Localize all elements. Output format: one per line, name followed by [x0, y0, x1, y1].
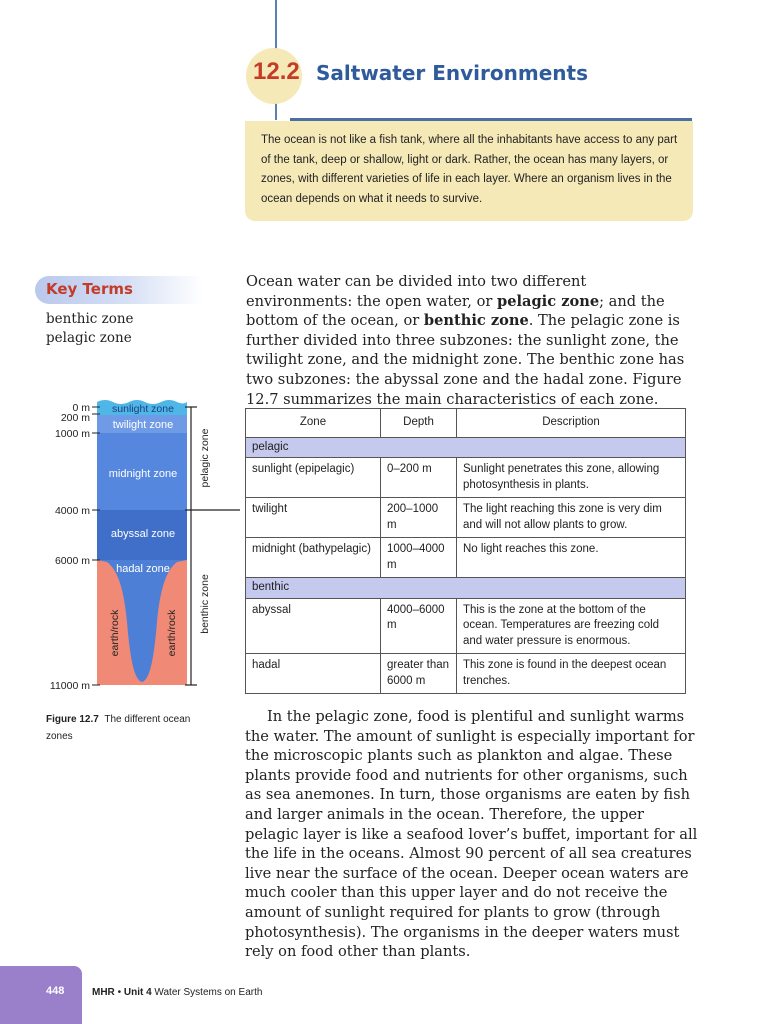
- cell-zone: sunlight (epipelagic): [246, 458, 381, 498]
- cell-zone: hadal: [246, 654, 381, 694]
- zone-brackets: [185, 407, 240, 685]
- footer-unit-title: Water Systems on Earth: [154, 987, 263, 998]
- running-footer: [92, 987, 262, 998]
- p2-text: In the pelagic zone, food is plentiful and sunlight warms the water. The amount of sunlight is especially important for the microscopic plants such as plankton and algae. These plants provide food and nutrients for other organisms, such as sea anemones. In turn, those organisms are eaten by fish and larger animals in the ocean. Therefore, the upper pelagic layer is like a seafood lover’s buffet, important for all the life in the oceans. Almost 90 percent of all sea creatures live near the surface of the ocean. Deeper ocean waters are much cooler than this upper layer and do not receive the amount of sunlight required for plants to grow (through photosynthesis). The organisms in the deeper waters must rely on food other than plants.: [245, 708, 698, 961]
- header-rule-top: [275, 0, 277, 50]
- page-number: 448: [46, 985, 65, 997]
- cell-description: This zone is found in the deepest ocean trenches.: [457, 654, 686, 694]
- key-terms-heading: Key Terms: [46, 280, 133, 298]
- depth-label: 1000 m: [54, 428, 90, 440]
- intro-text: The ocean is not like a fish tank, where all the inhabitants have access to any part of the tank, deep or shallow, light or dark. Rather, the ocean has many layers, or zones, with different varieties of life in each layer. Where an organism lives in the ocean depends on what it needs to survive.: [261, 134, 678, 205]
- cell-depth: 0–200 m: [381, 458, 457, 498]
- p1-text-a: Ocean water can be divided into two different environments: the open water, or: [246, 273, 587, 310]
- cell-zone: midnight (bathypelagic): [246, 538, 381, 578]
- body-paragraph-2: [245, 707, 700, 962]
- cell-depth: 200–1000 m: [381, 498, 457, 538]
- table-group-row: [246, 578, 686, 599]
- section-title: Saltwater Environments: [316, 61, 588, 85]
- cell-zone: abyssal: [246, 598, 381, 654]
- zone-label-midnight: midnight zone: [108, 468, 178, 480]
- table-header-row: [246, 409, 686, 438]
- figure-caption-label: Figure 12.7: [46, 714, 99, 725]
- zone-label-abyssal: abyssal zone: [110, 528, 176, 540]
- depth-label: 6000 m: [54, 555, 90, 567]
- table-group-row: [246, 437, 686, 458]
- cell-description: Sunlight penetrates this zone, allowing photosynthesis in plants.: [457, 458, 686, 498]
- cell-depth: greater than 6000 m: [381, 654, 457, 694]
- cell-description: No light reaches this zone.: [457, 538, 686, 578]
- table-header: Description: [457, 409, 686, 438]
- intro-box: [245, 121, 693, 221]
- zone-label-twilight: twilight zone: [112, 419, 174, 431]
- table-row: [246, 458, 686, 498]
- p1-text-c: ; and the bottom of the ocean, or: [246, 292, 665, 330]
- table-row: [246, 598, 686, 654]
- table-header: Zone: [246, 409, 381, 438]
- earth-rock-label-left: earth/rock: [109, 609, 121, 657]
- cell-description: The light reaching this zone is very dim and will not allow plants to grow.: [457, 498, 686, 538]
- table-row: [246, 654, 686, 694]
- depth-label: 4000 m: [54, 505, 90, 517]
- footer-separator: •: [117, 987, 122, 998]
- section-number: 12.2: [253, 58, 300, 85]
- zone-label-hadal: hadal zone: [116, 563, 170, 575]
- table-header: Depth: [381, 409, 457, 438]
- zones-table: [245, 408, 686, 694]
- cell-description: This is the zone at the bottom of the ocean. Temperatures are freezing cold and water pressure is enormous.: [457, 598, 686, 654]
- ocean-zones-diagram: [0, 390, 240, 700]
- term-pelagic-zone: pelagic zone: [496, 292, 600, 310]
- body-paragraph-1: [246, 272, 696, 409]
- p1-text-e: . The pelagic zone is further divided into three subzones: the sunlight zone, the twilight zone, and the midnight zone. The benthic zone has two subzones: the abyssal zone and the hadal zone. Figure 12.7 summarizes the main characteristics of each zone.: [246, 312, 685, 408]
- pelagic-zone-label: pelagic zone: [199, 428, 211, 488]
- figure-caption-text: The different ocean zones: [46, 714, 191, 742]
- page-number-tab: [0, 966, 82, 1024]
- earth-rock-label-right: earth/rock: [166, 609, 178, 657]
- cell-zone: twilight: [246, 498, 381, 538]
- cell-depth: 1000–4000 m: [381, 538, 457, 578]
- depth-label: 0 m: [72, 402, 90, 414]
- zone-label-sunlight: sunlight zone: [112, 403, 174, 415]
- depth-label: 11000 m: [49, 680, 90, 692]
- table-row: [246, 538, 686, 578]
- benthic-zone-label: benthic zone: [199, 574, 211, 634]
- footer-publisher: MHR: [92, 987, 115, 998]
- term-benthic-zone: benthic zone: [423, 312, 529, 330]
- group-label: pelagic: [246, 437, 686, 458]
- key-term-benthic: benthic zone: [46, 311, 134, 327]
- depth-label: 200 m: [60, 412, 90, 424]
- cell-depth: 4000–6000 m: [381, 598, 457, 654]
- key-term-pelagic: pelagic zone: [46, 330, 132, 346]
- figure-caption: [46, 711, 196, 745]
- table-row: [246, 498, 686, 538]
- group-label: benthic: [246, 578, 686, 599]
- footer-unit: Unit 4: [123, 987, 152, 998]
